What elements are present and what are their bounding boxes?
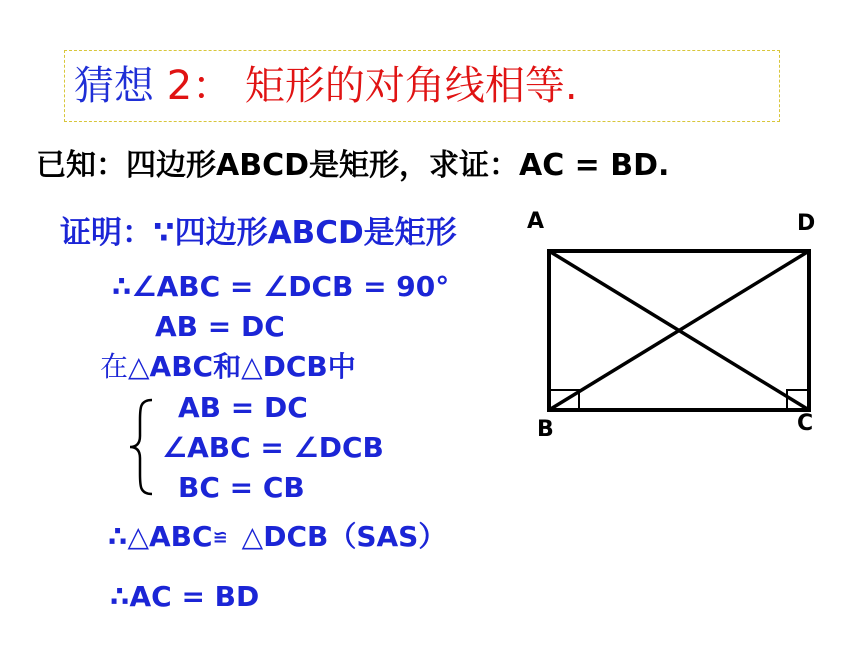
rectangle-diagram [530, 230, 830, 430]
proof-line-triangles [100, 350, 356, 384]
brace-line-1: AB = DC [178, 391, 308, 424]
vertex-label-a: A [527, 209, 545, 234]
proof-line-angles: ∴∠ABC = ∠DCB = 90° [112, 270, 450, 303]
conjecture-label: 猜想 [74, 63, 154, 109]
conjecture-text: 2： 矩形的对角线相等. [166, 63, 578, 109]
proof-line-sides: AB = DC [155, 310, 285, 343]
brace-line-3: BC = CB [178, 471, 305, 504]
proof-heading: 证明：∵四边形ABCD是矩形 [60, 215, 457, 251]
proof-line-triangles-prefix: 在 [100, 350, 129, 383]
congruence-symbol: ≌ [212, 527, 228, 548]
given-statement: 已知：四边形ABCD是矩形，求证：AC = BD. [36, 148, 670, 183]
congruence-line [108, 520, 446, 555]
vertex-label-d: D [797, 211, 816, 236]
proof-line-triangles-main: △ABC和△DCB中 [128, 350, 356, 383]
vertex-label-b: B [537, 417, 554, 442]
congruence-right: △DCB（SAS） [241, 520, 447, 553]
slide-title [74, 58, 578, 114]
vertex-label-c: C [797, 411, 814, 436]
congruence-left: ∴△ABC [108, 520, 213, 553]
curly-brace [128, 398, 158, 496]
conclusion-line: ∴AC = BD [110, 580, 260, 613]
brace-line-2: ∠ABC = ∠DCB [162, 431, 384, 464]
